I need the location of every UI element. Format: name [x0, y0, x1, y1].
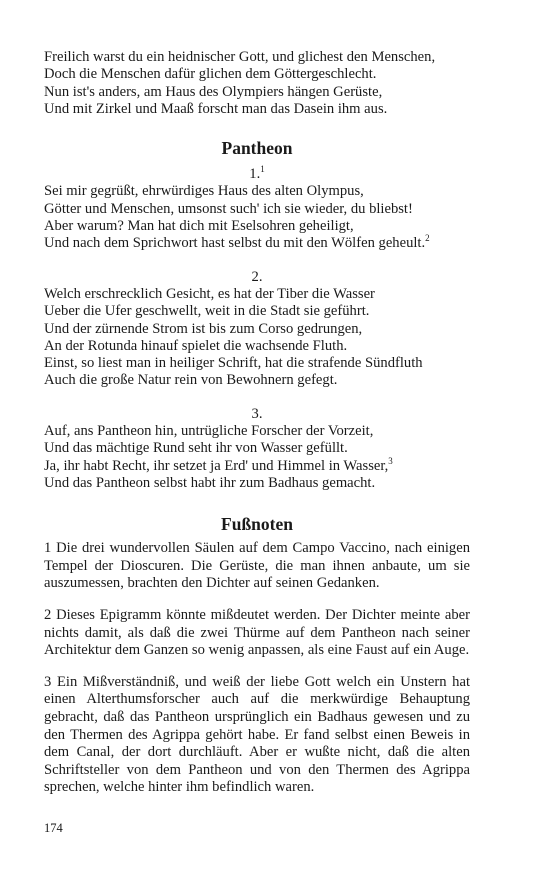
footnote: 2 Dieses Epigramm könnte mißdeutet werden. Der Dichter meinte aber nichts damit, als daß die zwei Thürme auf dem Pantheon nach seiner Architektur dem Ganzen so wenig anpassen, als eine Faust auf ein Auge. — [44, 607, 470, 659]
stanza-number: 1.$^1$ — [249, 164, 265, 183]
verse-line: Freilich warst du ein heidnischer Gott, und glichest den Menschen, — [44, 49, 436, 65]
verse-line: Und mit Zirkel und Maaß forscht man das Dasein ihm aus. — [44, 100, 388, 117]
page-number: 174 — [44, 821, 63, 835]
poem-title: Pantheon — [221, 138, 293, 159]
verse-line: Ja, ihr habt Recht, ihr setzet ja Erd' und Himmel in Wasser,$^3$ — [44, 455, 393, 474]
verse-line: Und das Pantheon selbst habt ihr zum Badhaus gemacht. — [44, 474, 376, 491]
page-body — [44, 49, 470, 797]
footnote-marker: 3 — [388, 455, 393, 466]
verse-line: Auch die große Natur rein von Bewohnern gefegt. — [44, 372, 338, 389]
verse-line: Nun ist's anders, am Haus des Olympiers hängen Gerüste, — [44, 83, 383, 100]
footnote-marker: 1 — [260, 164, 265, 175]
stanza-number: 2. — [251, 268, 263, 285]
verse-line: An der Rotunda hinauf spielet die wachsende Fluth. — [44, 337, 348, 354]
verse-line: Und nach dem Sprichwort hast selbst du mit den Wölfen geheult.$^2$ — [44, 233, 430, 252]
footnotes-title: Fußnoten — [221, 514, 293, 535]
stanza-1 — [44, 166, 470, 252]
intro-stanza — [44, 49, 470, 118]
verse-line: Und der zürnende Strom ist bis zum Corso gedrungen, — [44, 320, 363, 337]
verse-line: Aber warum? Man hat dich mit Eselsohren geheiligt, — [44, 218, 354, 235]
verse-line: Götter und Menschen, umsonst such' ich sie wieder, du bliebst! — [44, 200, 413, 217]
verse-line: Und das mächtige Rund seht ihr von Wasser gefüllt. — [44, 440, 348, 457]
footnote-marker: 2 — [425, 233, 430, 244]
verse-line: Doch die Menschen dafür glichen dem Göttergeschlecht. — [44, 66, 377, 83]
stanza-number: 3. — [251, 405, 263, 422]
footnote: 1 Die drei wundervollen Säulen auf dem Campo Vaccino, nach einigen Tempel der Dioscuren. Die Gerüste, die man ihnen anbaute, um sie auszumessen, brachten den Dichter auf seinen Gedanken. — [44, 540, 470, 592]
verse-line: Auf, ans Pantheon hin, untrügliche Forscher der Vorzeit, — [44, 423, 374, 440]
stanza-3 — [44, 406, 470, 492]
verse-line: Einst, so liest man in heiliger Schrift, hat die strafende Sündfluth — [44, 355, 423, 372]
footnote: 3 Ein Mißverständniß, und weiß der liebe Gott welch ein Unstern hat einen Alterthumsforscher auch auf die merkwürdige Behauptung gebracht, daß das Pantheon ursprünglich ein Badhaus gewesen und zu den Thermen des Agrippa gehört habe. Er fand selbst einen Beweis in dem Canal, der dort durchläuft. Aber er wußte nicht, daß die alten Schriftsteller von dem Pantheon und von den Thermen des Agrippa sprechen, welche hinter ihm befindlich waren. — [44, 673, 470, 796]
verse-line: Ueber die Ufer geschwellt, weit in die Stadt sie geführt. — [44, 303, 370, 320]
stanza-2 — [44, 269, 470, 390]
verse-line: Welch erschrecklich Gesicht, es hat der Tiber die Wasser — [44, 285, 375, 302]
verse-line: Sei mir gegrüßt, ehrwürdiges Haus des alten Olympus, — [44, 183, 364, 200]
